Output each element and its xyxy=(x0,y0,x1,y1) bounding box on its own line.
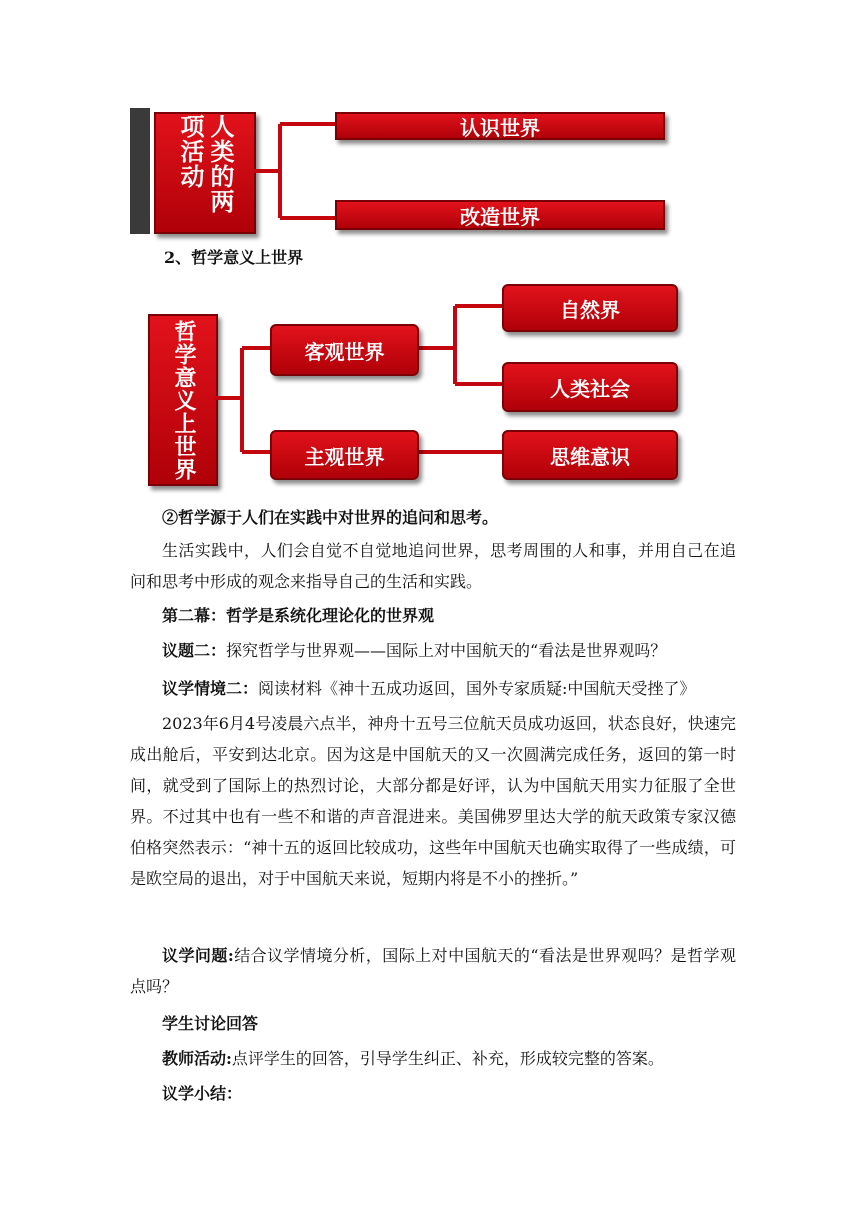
situation2 xyxy=(130,673,736,704)
topic2-text: 探究哲学与世界观——国际上对中国航天的“看法是世界观吗？ xyxy=(226,641,667,660)
topic2-label: 议题二： xyxy=(162,641,227,660)
question-paragraph xyxy=(130,940,736,1002)
question-text: 结合议学情境分析，国际上对中国航天的“看法是世界观吗？是哲学观点吗？ xyxy=(130,946,736,996)
diagram2-nature: 自然界 xyxy=(502,284,678,332)
diagram2-objective-world: 客观世界 xyxy=(270,324,419,376)
diagram1-root: 人类的两项活动 xyxy=(154,112,256,234)
heading-philosophy-world: 2、哲学意义上世界 xyxy=(164,248,304,267)
question-label: 议学问题: xyxy=(162,946,234,965)
story-paragraph: 2023年6月4号凌晨六点半，神舟十五号三位航天员成功返回，状态良好，快速完成出舱后，平安到达北京。因为这是中国航天的又一次圆满完成任务，返回的第一时间，就受到了国际上的热烈讨论，大部分都是好评，认为中国航天用实力征服了全世界。不过其中也有一些不和谐的声音混进来。美国佛罗里达大学的航天政策专家汉德伯格突然表示：“神十五的返回比较成功，这些年中国航天也确实取得了一些成绩，可是欧空局的退出，对于中国航天来说，短期内将是不小的挫折。” xyxy=(130,714,736,888)
diagram2-human-society: 人类社会 xyxy=(502,362,678,412)
act2-title: 第二幕：哲学是系统化理论化的世界观 xyxy=(162,606,435,625)
diagram-human-activities xyxy=(130,108,668,234)
student-answer: 学生讨论回答 xyxy=(162,1014,259,1033)
teacher-text: 点评学生的回答，引导学生纠正、补充，形成较完整的答案。 xyxy=(231,1049,664,1068)
diagram1-branch-change: 改造世界 xyxy=(335,200,665,230)
diagram2-root: 哲学意义上世界 xyxy=(148,314,218,486)
teacher-activity xyxy=(130,1043,736,1074)
diagram1-branch-know: 认识世界 xyxy=(335,112,665,140)
situation2-text: 阅读材料《神十五成功返回，国外专家质疑:中国航天受挫了》 xyxy=(258,679,696,698)
paragraph-life-practice: 生活实践中，人们会自觉不自觉地追问世界，思考周围的人和事，并用自己在追问和思考中形成的观念来指导自己的生活和实践。 xyxy=(130,541,736,591)
situation2-label: 议学情境二： xyxy=(162,679,259,698)
teacher-label: 教师活动: xyxy=(162,1049,232,1068)
paragraph-source: ②哲学源于人们在实践中对世界的追问和思考。 xyxy=(162,508,499,527)
diagram2-subjective-world: 主观世界 xyxy=(270,430,419,480)
topic2 xyxy=(130,635,736,666)
summary-label: 议学小结： xyxy=(162,1084,243,1103)
diagram-philosophy-world xyxy=(130,280,678,492)
diagram2-thinking: 思维意识 xyxy=(502,430,678,480)
